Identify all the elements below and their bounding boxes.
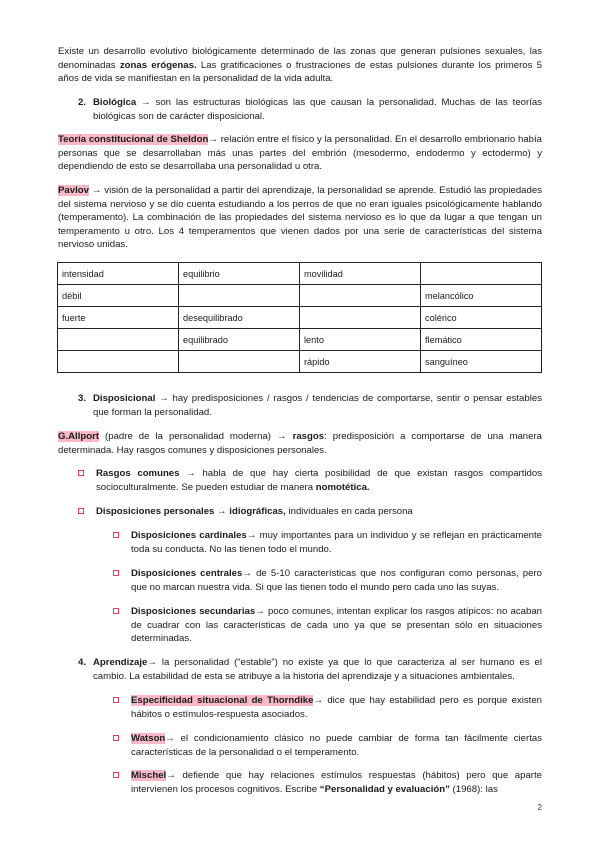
table-cell (300, 307, 421, 329)
allport-text: (padre de la personalidad moderna) → (99, 431, 293, 442)
item-disposicional (58, 392, 542, 419)
table-cell (300, 285, 421, 307)
table-cell: flemático (421, 329, 542, 351)
bullet-text-2: (1968): las (449, 783, 498, 795)
item-number: 4. (78, 657, 87, 668)
bullet-label: Disposiciones personales → idiográficas, (96, 506, 286, 517)
square-bullet-icon (78, 470, 84, 476)
square-bullet-icon (113, 735, 119, 741)
table-row (58, 307, 542, 329)
mischel-highlight: Mischel (131, 770, 167, 781)
table-cell: melancólico (421, 285, 542, 307)
bullet-text: → habla de que hay cierta posibilidad de que existan rasgos compartidos socioculturalmente. Se pueden estudiar de manera (96, 468, 542, 493)
square-bullet-icon (113, 532, 119, 538)
bullet-watson (113, 732, 542, 759)
intro-text: Existe un desarrollo evolutivo biológicamente determinado de las zonas que generan pulsiones sexuales, las denominadas (58, 46, 542, 71)
bullet-centrales (113, 567, 542, 594)
item-text: → la personalidad (“estable”) no existe ya que lo que caracteriza al ser humano es el cambio. La estabilidad de esta se atribuye a la historia del aprendizaje y a situaciones ambientales. (93, 657, 542, 682)
bullet-label: Rasgos comunes (96, 468, 180, 479)
table-cell: sanguíneo (421, 351, 542, 373)
watson-highlight: Watson (131, 733, 166, 744)
item-label: Disposicional (93, 393, 156, 404)
allport-paragraph (58, 430, 542, 457)
allport-bold: rasgos (292, 431, 325, 442)
item-biologica (58, 96, 542, 123)
table-cell (58, 329, 179, 351)
pavlov-paragraph (58, 184, 542, 252)
table-cell: fuerte (58, 307, 179, 329)
allport-text-2: : predisposición a comportarse de una manera determinada. Hay rasgos comunes y disposiciones personales. (58, 431, 542, 456)
temperament-table (57, 262, 542, 373)
pavlov-text: → visión de la personalidad a partir del aprendizaje, la personalidad se aprende. Estudió las propiedades del sistema nervioso y se dio cuenta estudiando a los perros de que no eran iguales psicológicamente hablando (temperamento). La combinación de las propiedades del sistema nervioso es lo que da lugar a que tengan un temperamento u otro. Los 4 temperamentos que vienen dados por una serie de características del sistema nervioso unidas. (58, 185, 542, 251)
square-bullet-icon (113, 608, 119, 614)
allport-highlight: G.Allport (58, 431, 100, 442)
pavlov-highlight: Pavlov (58, 185, 89, 196)
square-bullet-icon (113, 697, 119, 703)
sheldon-highlight: Teoría constitucional de Sheldon (58, 134, 209, 145)
table-cell (58, 351, 179, 373)
item-text: → hay predisposiciones / rasgos / tendencias de comportarse, sentir o pensar estables que forman la personalidad. (93, 393, 542, 418)
square-bullet-icon (113, 570, 119, 576)
item-label: Aprendizaje (93, 657, 148, 668)
item-number: 2. (78, 97, 87, 108)
table-cell: colérico (421, 307, 542, 329)
table-cell: equilibrio (179, 263, 300, 285)
bullet-label: Disposiciones centrales (131, 568, 243, 579)
intro-paragraph (58, 45, 542, 86)
table-cell: débil (58, 285, 179, 307)
bullet-text: → poco comunes, intentan explicar los rasgos atípicos: no acaban de cuadrar con las características de cada uno ya que se presentan sólo en situaciones determinadas. (131, 606, 543, 645)
table-row (58, 285, 542, 307)
sheldon-paragraph (58, 133, 542, 174)
bullet-thorndike (113, 694, 542, 721)
bullet-label: Disposiciones secundarias (131, 606, 256, 617)
intro-text-2: Las gratificaciones o frustraciones de estas pulsiones durante los primeros 5 años de vida se manifiestan en la personalidad de la vida adulta. (58, 59, 542, 85)
square-bullet-icon (78, 508, 84, 514)
bullet-text: → de 5-10 características que nos configuran como personas, pero que no marcan nuestra vida. Si que las tienen todo el mundo pero cada uno las suyas. (131, 568, 543, 593)
table-row (58, 351, 542, 373)
bullet-cardinales (113, 529, 542, 556)
bullet-bold: nomotética. (315, 481, 370, 493)
bullet-secundarias (113, 605, 542, 646)
table-cell: rápido (300, 351, 421, 373)
bullet-text: → defiende que hay relaciones estímulos respuestas (hábitos) pero que aparte intervienen los procesos cognitivos. Escribe (131, 770, 542, 795)
table-cell: desequilibrado (179, 307, 300, 329)
bullet-text: → muy importantes para un individuo y se reflejan en prácticamente toda su conducta. No las tienen todo el mundo. (131, 530, 543, 555)
bullet-text: → dice que hay estabilidad pero es porque existen hábitos o estímulos-respuesta asociados. (131, 695, 542, 720)
page-number: 2 (537, 803, 542, 812)
bullet-label: Disposiciones cardinales (131, 530, 247, 541)
table-row (58, 263, 542, 285)
table-cell: lento (300, 329, 421, 351)
table-cell: movilidad (300, 263, 421, 285)
square-bullet-icon (113, 772, 119, 778)
table-cell (421, 263, 542, 285)
thorndike-highlight: Especificidad situacional de Thorndike (131, 695, 314, 706)
item-aprendizaje (58, 656, 542, 683)
bullet-bold: “Personalidad y evaluación” (319, 783, 450, 795)
bullet-mischel (113, 769, 542, 796)
intro-bold: zonas erógenas. (119, 59, 197, 71)
table-cell (179, 285, 300, 307)
item-text: → son las estructuras biológicas las que causan la personalidad. Muchas de las teorías biológicas son de carácter disposicional. (93, 97, 542, 122)
bullet-disposiciones-personales (78, 505, 542, 519)
table-cell: intensidad (58, 263, 179, 285)
item-label: Biológica (93, 97, 137, 108)
table-cell: equilibrado (179, 329, 300, 351)
table-row (58, 329, 542, 351)
bullet-text: individuales en cada persona (285, 506, 413, 517)
bullet-text: → el condicionamiento clásico no puede cambiar de forma tan fácilmente ciertas características de la personalidad o el temperamento. (131, 733, 542, 758)
sheldon-text: → relación entre el físico y la personalidad. En el desarrollo embrionario había personas que se desarrollaban más unas partes del embrión (mesodermo, endodermo y ectodermo) y dependiendo de esto se desarrollaba una personalidad u otra. (58, 134, 542, 173)
bullet-rasgos-comunes (78, 467, 542, 494)
table-cell (179, 351, 300, 373)
item-number: 3. (78, 393, 87, 404)
